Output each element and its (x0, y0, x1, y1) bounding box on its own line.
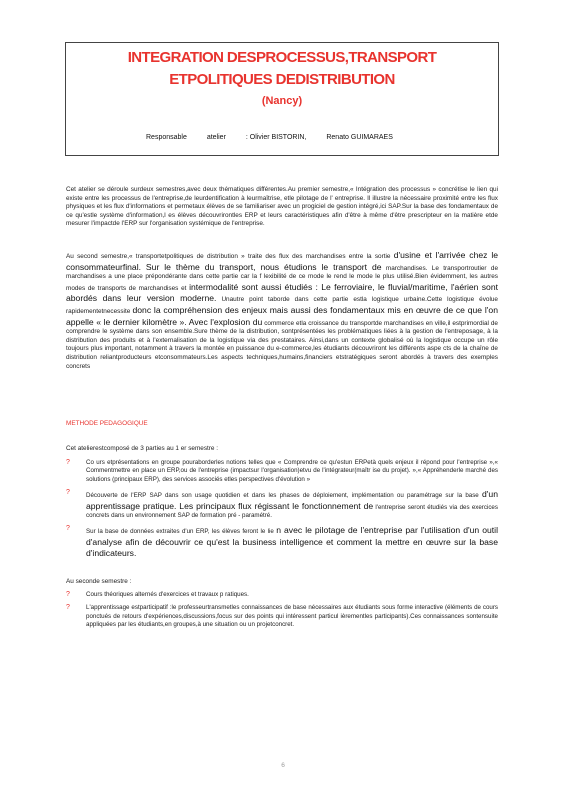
p2-part-g: commerce etla croissance du transportde marchandises en ville,il estprimordial de comprendre le système dans son ensemble.Sure thème de la distribution, sontprésentées les problématiques liées à la gestion de l'entreposage, à la distribution des produits et à l'externalisation de la logistique via des prestataires. Ainsi,dans un contexte globalisé où la logistique occupe un rôle toujours plus important, notamment à travers la montée en puissance du e-commerce,les étudiants découvriront les différents aspe cts de la chaîne de distribution reliantproducteurs etconsommateurs.Les aspects techniques,humains,financiers etstratégiques seront abordés à travers des exemples concrets (66, 319, 498, 370)
atelier-label: atelier (206, 134, 226, 141)
bullet-icon: ? (66, 525, 70, 533)
list-item-text-a: Découverte de l'ERP SAP dans son usage quotidien et dans les phases de déploiement, implémentation ou paramétrage sur la base (86, 492, 479, 500)
p2-part-b: d'usine et l'arrivée chez le consommateurfinal. Sur le thème du transport, nous étudions le transport de (66, 250, 499, 272)
list-item-text-emphasis: n avec le pilotage de l'entreprise par l'utilisation d'un outil d'analyse afin de découvrir ce qu'est la business intelligence et comment la mettre en œuvre sur la base d'indicateurs. (86, 525, 498, 559)
responsables-line (146, 134, 411, 141)
semester-1-list (66, 459, 498, 565)
p2-part-d: intermodalité sont aussi étudiés : Le ferroviaire, le fluvial/maritime, l'aérien sont abordés dans leur version moderne. (66, 281, 498, 304)
list-item (66, 604, 498, 629)
list-item-text-b: l'entreprise seront étudiés via des exercices concrets dans un environnement SAP de formation pré - paramétré. (86, 503, 498, 520)
p2-part-e: Unautre point taborde dans cette partie estla logistique urbaine.Cette logistique évolue rapidementetnecessite (66, 296, 498, 315)
p2-part-f: donc la compréhension des enjeux mais aussi des fondamentaux mis en œuvre de ce que l'on appelle « le dernier kilomètre ». Avec l'explosion du (66, 304, 498, 327)
responsable-name-2: Renato GUIMARAES (326, 134, 393, 141)
bullet-icon: ? (66, 459, 70, 466)
title-line-2: ETPOLITIQUES DEDISTRIBUTION (169, 71, 395, 88)
list-item (66, 459, 498, 484)
title-box (65, 42, 499, 156)
list-item-text-emphasis: d'un apprentissage pratique. Les principaux flux régissant le fonctionnement de (86, 489, 498, 511)
title-location: (Nancy) (261, 95, 303, 107)
list-item (66, 525, 498, 559)
p2-part-a: Au second semestre,« transportetpolitiques de distribution » traite des flux des marchandises entre la sortie (66, 253, 391, 260)
section-intro: Cet atelierestcomposé de 3 parties au 1 er semestre : (66, 445, 219, 452)
list-item-text: L'apprentissage estparticipatif :le professeurtransmetles connaissances de base nécessaires aux étudiants sous forme interactive (éléments de cours ponctués de retours d'expériences,discussions,focus sur des points qui intéressent particul ièrementles participants).Ces connaissances sontensuite appliquées par les étudiants,en groupes,à une situation ou un projetconcret. (86, 604, 498, 629)
title-line-1: INTEGRATION DESPROCESSUS,TRANSPORT (127, 49, 437, 66)
list-item-text-a: Sur la base de données extraites d'un ERP, les élèves feront le lie (86, 528, 274, 536)
section-title: METHODE PEDAGOGIQUE (66, 420, 148, 427)
list-item (66, 591, 498, 599)
list-item-text: Cours théoriques alternés d'exercices et travaux p ratiques. (86, 591, 249, 598)
p2-part-c: marchandises. Le transportroutier de marchandises a une place prépondérante dans cette partie car la f lexibilité de ce mode le rend le mode le plus utilisé.Bien évidemment, les autres modes de transports de marchandises et (66, 264, 498, 292)
paragraph-semester-1: Cet atelier se déroule surdeux semestres,avec deux thématiques différentes.Au premier semestre,« Intégration des processus » concrétise le lien qui existe entre les processus de l'entreprise,de leurdentification à leurmaîtrise, etle pilotage de l' entreprise. Il illustre la nécessaire proximité entre les flux physiques et les flux d'informations et permetaux élèves de se familiariser avec un progiciel de gestion intégré,ici SAP.Sur la base des fondamentaux de ce qu'estle système d'information,l es élèves découvrirontles ERP et leurs caractéristiques afin d'être à même d'être prescripteur en la matière etde mesurer l'impactde l'ERP sur l'organisation systémique de l'entreprise. (66, 186, 498, 228)
bullet-icon: ? (66, 604, 70, 612)
page-number: 6 (281, 762, 285, 769)
list-item-text: Co urs etprésentations en groupe pouraborderles notions telles que « Comprendre ce qu'estun ERPetà quels enjeux il répond pour l'entreprise »,« Commentmettre en place un ERP,ou de l'entreprise (impactsur l'organisation)etvu de l'intégrateur(maîtr ise du projet). »,« Appréhenderle marché des solutions (principaux ERP), des services associés etles perspectives d'évolution » (86, 459, 498, 483)
responsable-name-1: : Olivier BISTORIN, (245, 134, 307, 141)
bullet-icon: ? (66, 489, 70, 497)
semester-2-heading: Au seconde semestre : (66, 578, 132, 585)
semester-2-list (66, 591, 498, 635)
list-item (66, 489, 498, 520)
paragraph-semester-2 (66, 250, 498, 371)
responsable-label: Responsable (146, 134, 187, 141)
bullet-icon: ? (66, 591, 70, 598)
